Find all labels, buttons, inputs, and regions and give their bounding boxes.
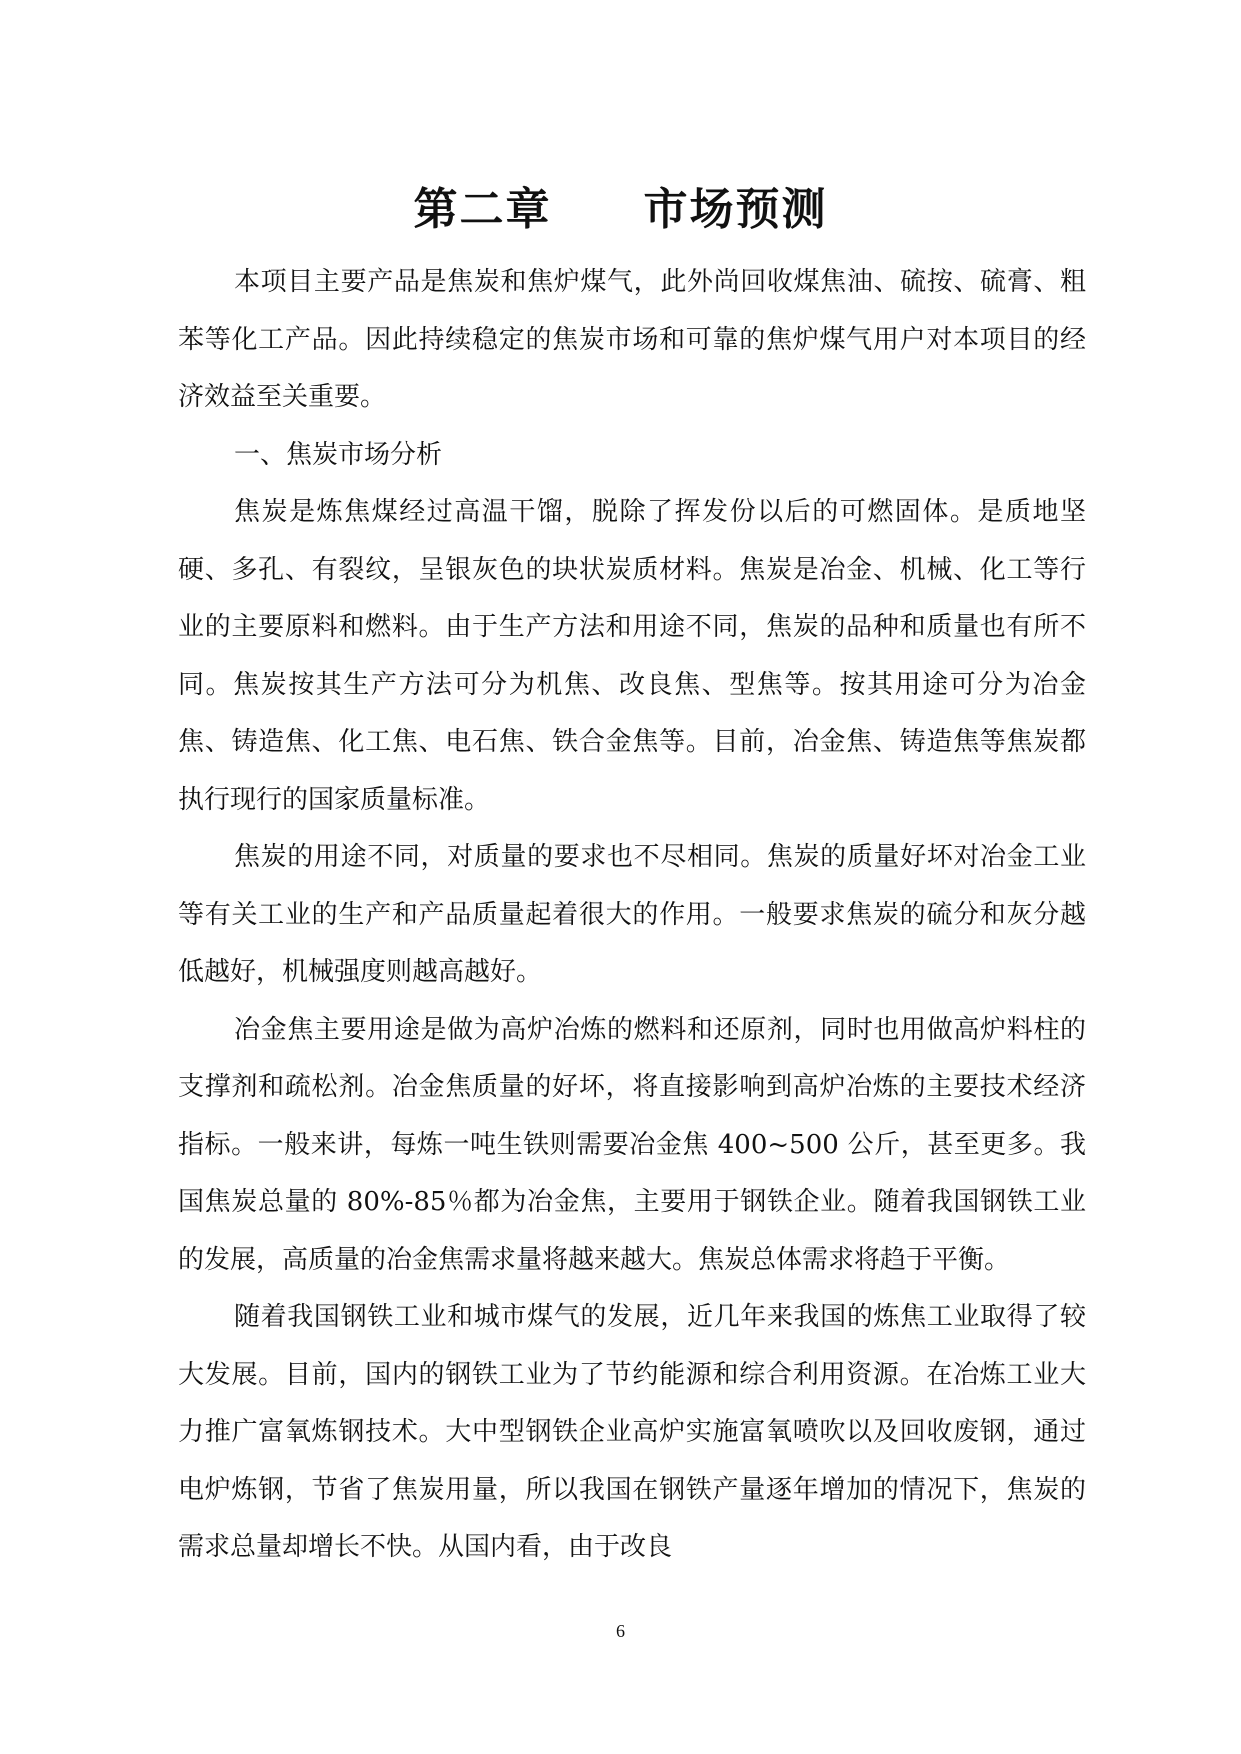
chapter-title: 第二章 市场预测 (413, 184, 828, 235)
paragraph-intro: 本项目主要产品是焦炭和焦炉煤气，此外尚回收煤焦油、硫按、硫膏、粗苯等化工产品。因此持续稳定的焦炭市场和可靠的焦炉煤气用户对本项目的经济效益至关重要。 (178, 267, 1086, 412)
page-number: 6 (616, 1621, 625, 1641)
paragraph-metallurgical-coke: 冶金焦主要用途是做为高炉冶炼的燃料和还原剂，同时也用做高炉料柱的支撑剂和疏松剂。冶金焦质量的好坏，将直接影响到高炉冶炼的主要技术经济指标。一般来讲，每炼一吨生铁则需要冶金焦 400~500 公斤，甚至更多。我国焦炭总量的 80%-85％都为冶金焦，主要用于钢铁企业。随着我国钢铁工业的发展，高质量的冶金焦需求量将越来越大。焦炭总体需求将趋于平衡。 (178, 1014, 1086, 1275)
paragraph-coke-definition: 焦炭是炼焦煤经过高温干馏，脱除了挥发份以后的可燃固体。是质地坚硬、多孔、有裂纹，呈银灰色的块状炭质材料。焦炭是冶金、机械、化工等行业的主要原料和燃料。由于生产方法和用途不同，焦炭的品种和质量也有所不同。焦炭按其生产方法可分为机焦、改良焦、型焦等。按其用途可分为冶金焦、铸造焦、化工焦、电石焦、铁合金焦等。目前，冶金焦、铸造焦等焦炭都执行现行的国家质量标准。 (178, 497, 1086, 815)
paragraph-coke-quality: 焦炭的用途不同，对质量的要求也不尽相同。焦炭的质量好坏对冶金工业等有关工业的生产和产品质量起着很大的作用。一般要求焦炭的硫分和灰分越低越好，机械强度则越高越好。 (178, 842, 1086, 987)
body-text (178, 254, 1086, 1577)
section-heading-coke-market: 一、焦炭市场分析 (234, 439, 443, 470)
paragraph-coking-industry: 随着我国钢铁工业和城市煤气的发展，近几年来我国的炼焦工业取得了较大发展。目前，国内的钢铁工业为了节约能源和综合利用资源。在冶炼工业大力推广富氧炼钢技术。大中型钢铁企业高炉实施富氧喷吹以及回收废钢，通过电炉炼钢，节省了焦炭用量，所以我国在钢铁产量逐年增加的情况下，焦炭的需求总量却增长不快。从国内看，由于改良 (178, 1302, 1086, 1562)
